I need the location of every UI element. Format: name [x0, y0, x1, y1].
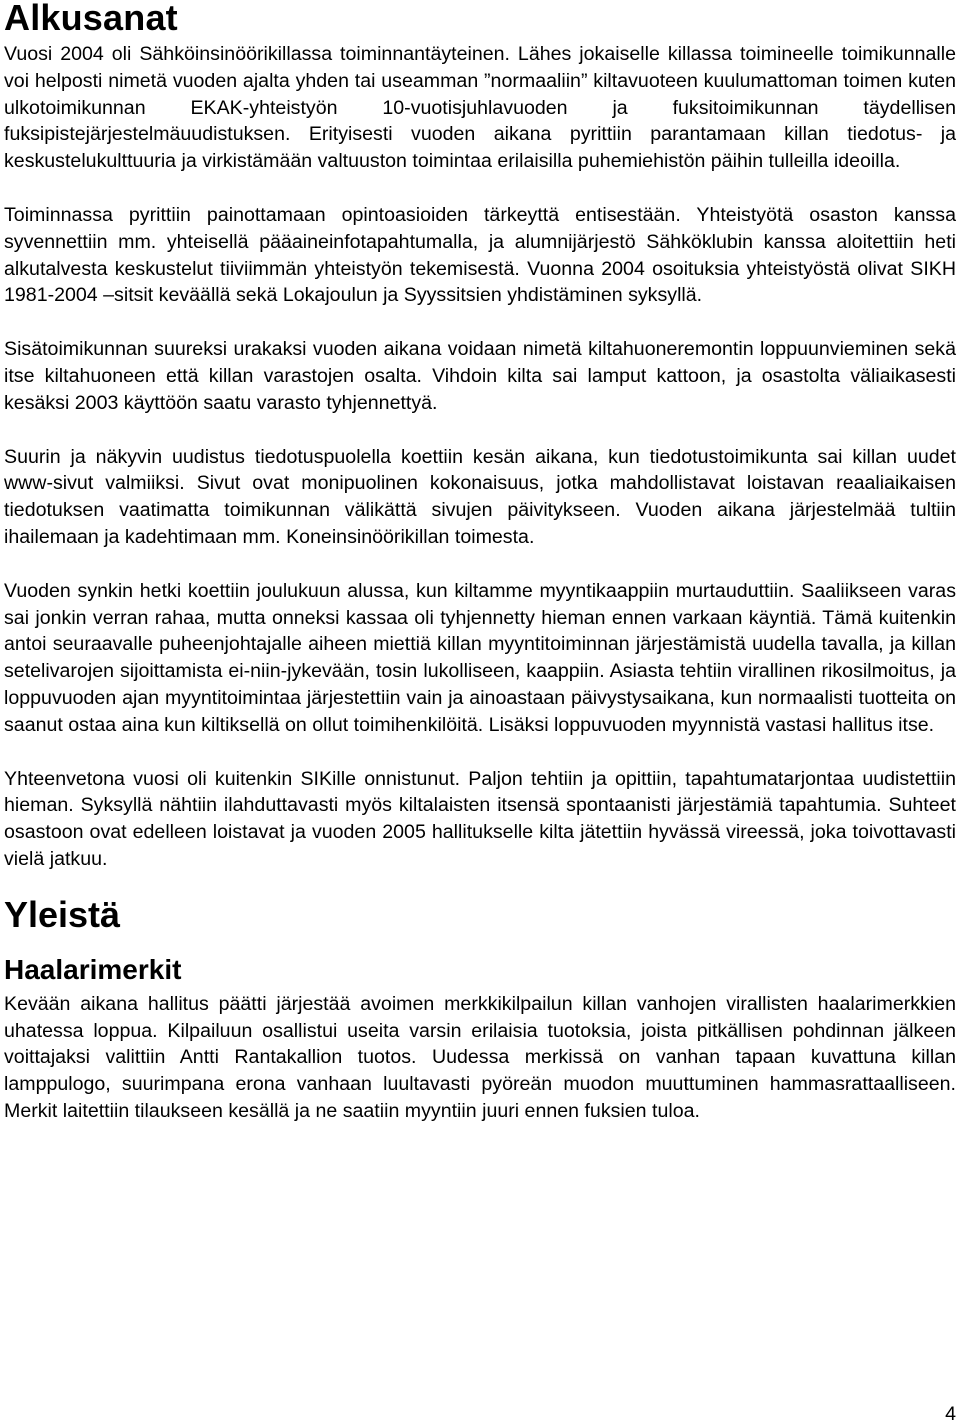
page-number: 4 — [945, 1403, 956, 1425]
paragraph: Yhteenvetona vuosi oli kuitenkin SIKille onnistunut. Paljon tehtiin ja opittiin, tapahtumatarjontaa uudistettiin hieman. Syksyllä nähtiin ilahduttavasti myös kiltalaisten itsensä spontaanisti järjestämiä tapahtumia. Suhteet osastoon ovat edelleen loistavat ja vuoden 2005 hallitukselle kilta jätettiin hyvässä vireessä, joka toivottavasti vielä jatkuu. — [4, 767, 956, 870]
subsection-heading-haalarimerkit: Haalarimerkit — [4, 953, 182, 985]
paragraph: Toiminnassa pyrittiin painottamaan opintoasioiden tärkeyttä entisestään. Yhteistyötä osaston kanssa syvennettiin mm. yhteisellä pääaineinfotapahtumalla, ja alumnijärjestö Sähköklubin kanssa aloitettiin heti alkutalvesta keskustelut tiiviimmän yhteistyön tekemisestä. Vuonna 2004 osoituksia yhteistyöstä olivat SIKH 1981-2004 –sitsit keväällä sekä Lokajoulun ja Syyssitsien yhdistäminen syksyllä. — [4, 203, 956, 307]
paragraph: Vuoden synkin hetki koettiin joulukuun alussa, kun kiltamme myyntikaappiin murtauduttiin. Saaliikseen varas sai jonkin verran rahaa, mutta onneksi kassaa oli tyhjennetty hieman ennen varkaan käyntiä. Tämä kuitenkin antoi seuraavalle puheenjohtajalle aiheen miettiä killan myyntitoiminnan järjestämistä uudella tavalla, ja killan setelivarojen sijoittamista ei-niin-jykevään, tosin lukolliseen, kaappiin. Asiasta tehtiin virallinen rikosilmoitus, ja loppuvuoden ajan myyntitoimintaa järjestettiin vain ja ainoastaan päivystysaikana, kun normaalisti tuotteita on saanut ostaa aina kun kiltiksellä on ollut toimihenkilöitä. Lisäksi loppuvuoden myynnistä vastasi hallitus itse. — [4, 579, 956, 736]
document-page — [4, 0, 956, 1125]
paragraph: Sisätoimikunnan suureksi urakaksi vuoden aikana voidaan nimetä kiltahuoneremontin loppuunvieminen sekä itse kiltahuoneen että killan varastojen osalta. Vihdoin kilta sai lamput kattoon, ja osastolta väliaikasesti kesäksi 2003 käyttöön saatu varasto tyhjennettyä. — [4, 338, 956, 414]
paragraph: Vuosi 2004 oli Sähköinsinöörikillassa toiminnantäyteinen. Lähes jokaiselle killassa toimineelle toimikunnalle voi helposti nimetä vuoden ajalta yhden tai useamman ”normaaliin” kiltavuoteen kuulumattoman toimen kuten ulkotoimikunnan EKAK-yhteistyön 10-vuotisjuhlavuoden ja fuksitoimikunnan täydellisen fuksipistejärjestelmäuudistuksen. Erityisesti vuoden aikana pyrittiin parantamaan killan tiedotus- ja keskustelukulttuuria ja virkistämään valtuuston toimintaa erilaisilla puhemiehistön päihin tulleilla ideoilla. — [4, 43, 956, 173]
paragraph: Suurin ja näkyvin uudistus tiedotuspuolella koettiin kesän aikana, kun tiedotustoimikunta sai killan uudet www-sivut valmiiksi. Sivut ovat monipuolinen kokonaisuus, jotka mahdollistavat loistavan reaaliaikaisen tiedotuksen vaatimatta toimikunnan välikättä sivujen päivitykseen. Vuoden aikana järjestelmää tultiin ihailemaan ja kadehtimaan mm. Koneinsinöörikillan toimesta. — [4, 445, 956, 548]
section-heading-alkusanat: Alkusanat — [4, 0, 178, 38]
section-heading-yleista: Yleistä — [4, 893, 121, 935]
paragraph: Kevään aikana hallitus päätti järjestää avoimen merkkikilpailun killan vanhojen virallisten haalarimerkkien uhatessa loppua. Kilpailuun osallistui useita varsin erilaisia tuotoksia, joista pitkällisen pohdinnan jälkeen voittajaksi valittiin Antti Rantakallion tuotos. Uudessa merkissä on vanhan tapaan kuvattuna killan lamppulogo, suurimpana erona vanhaan luultavasti pyöreän muodon muuttuminen hammasrattaalliseen. Merkit laitettiin tilaukseen kesällä ja ne saatiin myyntiin juuri ennen fuksien tuloa. — [4, 992, 956, 1122]
